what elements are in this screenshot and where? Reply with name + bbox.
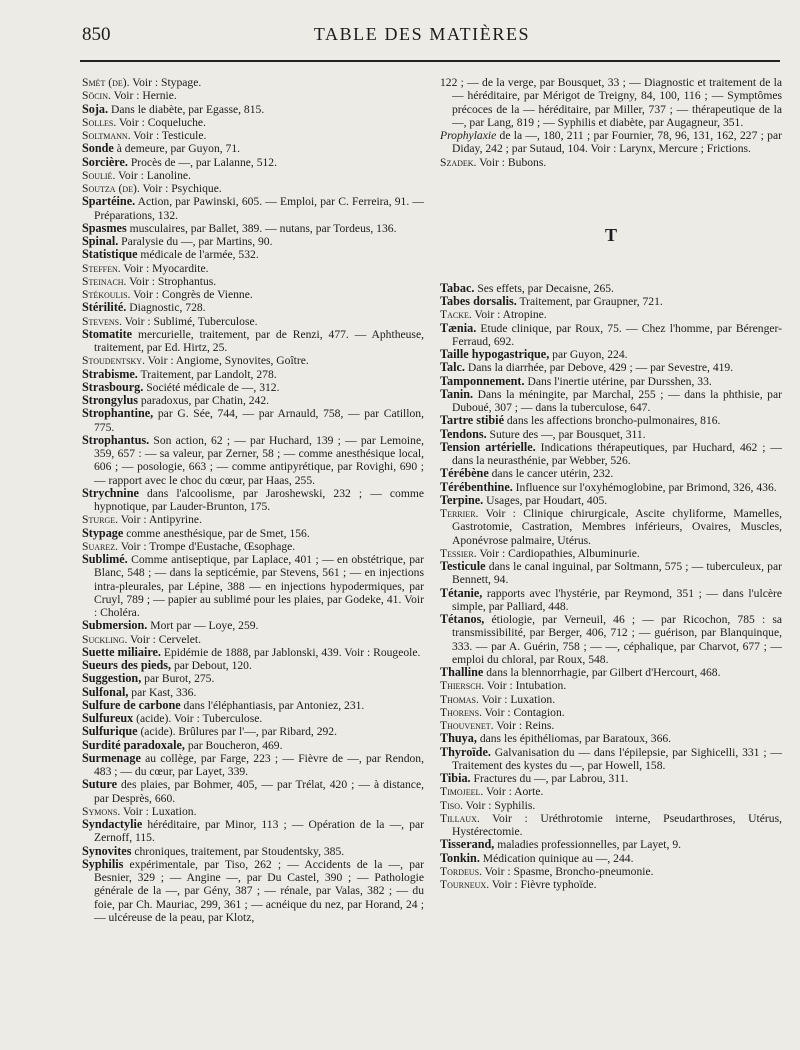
entry-headword: Tabac. (440, 280, 475, 295)
index-entry (440, 560, 782, 587)
entry-text: Voir : Spasme, Broncho-pneumonie. (481, 864, 654, 878)
index-entry (82, 646, 424, 659)
entry-text: Traitement, par Landolt, 278. (137, 367, 277, 381)
entry-headword: Submersion. (82, 618, 148, 633)
index-entry (82, 103, 424, 116)
entry-text: Suture des —, par Bousquet, 311. (486, 427, 646, 441)
entry-text: médicale de l'armée, 532. (137, 248, 259, 262)
entry-headword: Tacke. (440, 308, 472, 322)
index-entry (82, 89, 424, 102)
entry-text: paradoxus, par Chatin, 242. (138, 394, 270, 407)
index-entry (440, 441, 782, 468)
entry-text: Voir : Stypage. (129, 76, 202, 89)
entry-text: Comme antiseptique, par Laplace, 401 ; — en obstétrique, par Blanc, 548 ; — dans la septicémie, par Stevens, 561 ; — en injections intra-pleurales, par Lépine, 388 — en injections hypodermiques, par Cruyl, 789 ; — papier au sublimé pour les plaies, par Godeke, 41. Voir : Choléra. (94, 553, 424, 619)
entry-text: par Burot, 275. (141, 672, 215, 686)
entry-headword: Thiersch. (440, 679, 485, 693)
entry-headword: Spinal. (82, 234, 119, 248)
entry-headword: Söcin. (82, 89, 111, 103)
index-entry (440, 76, 782, 129)
index-entry (82, 778, 424, 805)
index-entry (440, 322, 782, 349)
page-title: TABLE DES MATIÈRES (313, 24, 531, 44)
entry-text: Dans le diabète, par Egasse, 815. (108, 102, 265, 116)
entry-text: Voir : Antipyrine. (118, 513, 202, 527)
index-entry (440, 156, 782, 169)
entry-headword: Strasbourg. (82, 379, 144, 394)
entry-text: Usages, par Houdart, 405. (483, 493, 608, 507)
entry-text: Dans la diarrhée, par Debove, 429 ; — par Sevestre, 419. (464, 361, 734, 375)
entry-headword: Symons. (82, 804, 121, 818)
entry-headword: Sulfonal, (82, 684, 129, 699)
entry-text: dans le canal inguinal, par Soltmann, 575 ; — tuberculeux, par Bennett, 94. (452, 560, 782, 587)
page-number: 850 (82, 24, 111, 45)
entry-headword: Strychnine (82, 485, 139, 500)
entry-text: par Guyon, 224. (549, 348, 628, 361)
entry-text: Voir : Myocardite. (120, 261, 209, 275)
entry-headword: Sublimé. (82, 552, 128, 566)
entry-text: Voir : Coqueluche. (116, 115, 206, 129)
entry-headword: Stevens. (82, 314, 123, 328)
entry-text: mercurielle, traitement, par de Renzi, 477. — Aphtheuse, traitement, par Ed. Hirtz, 25. (94, 327, 424, 354)
entry-text: Epidémie de 1888, par Jablonski, 439. Voir : Rougeole. (160, 645, 421, 659)
entry-headword: Terpine. (440, 492, 484, 507)
index-entry (440, 878, 782, 891)
index-entry (82, 513, 424, 526)
entry-text: Voir : Reins. (493, 719, 555, 732)
index-entry (82, 368, 424, 381)
index-entry (440, 428, 782, 441)
entry-text: Voir : Aorte. (483, 785, 544, 799)
index-entry (440, 129, 782, 156)
entry-text: Etude clinique, par Roux, 75. — Chez l'homme, par Bérenger-Ferraud, 692. (452, 321, 782, 348)
entry-headword: Synovites (82, 843, 132, 858)
entry-headword: Tillaux. (440, 811, 480, 825)
index-entry (82, 301, 424, 314)
entry-text: Voir : Sublimé, Tuberculose. (122, 314, 258, 328)
entry-headword: Sturge. (82, 513, 119, 527)
index-entry (440, 693, 782, 706)
index-entry (440, 348, 782, 361)
entry-headword: Térébenthine. (440, 479, 513, 494)
entry-headword: Sulfurique (82, 724, 138, 739)
entry-text: Voir : Lanoline. (115, 168, 191, 182)
index-entry (82, 222, 424, 235)
entry-text: Action, par Pawinski, 605. — Emploi, par C. Ferreira, 91. — Préparations, 132. (94, 195, 424, 222)
entry-headword: Tension artérielle. (440, 439, 536, 454)
index-entry (440, 507, 782, 547)
entry-text: Indications thérapeutiques, par Huchard, 462 ; — dans la neurasthénie, par Webber, 526. (452, 440, 782, 467)
entry-text: par Kast, 336. (128, 685, 197, 699)
entry-text: dans les affections broncho-pulmonaires, 816. (503, 414, 721, 428)
entry-text: Voir : Fièvre typhoïde. (489, 878, 597, 891)
entry-headword: Suture (82, 777, 117, 792)
entry-headword: Soutza (de). (82, 182, 140, 195)
entry-text: à demeure, par Guyon, 71. (113, 142, 241, 156)
index-entry (82, 487, 424, 514)
entry-text: Son action, 62 ; — par Huchard, 139 ; — par Lemoine, 359, 657 : — sa valeur, par Zerner, 58 ; — comme anesthésique local, 606 ; — posologie, 663 ; — comme antipyrétique, par Rovighi, 690 ; — rapport avec le choc du cœur, par Haas, 255. (94, 433, 424, 487)
index-entry (82, 672, 424, 685)
entry-headword: Thalline (440, 665, 484, 679)
entry-headword: Tibia. (440, 771, 471, 785)
index-entry (440, 732, 782, 745)
entry-headword: Tessier. (440, 546, 477, 560)
entry-text: Voir : Clinique chirurgicale, Ascite chyliforme, Mamelles, Gastrotomie, Castration, Membres inférieurs, Ovaires, Muscles, Aponévrose palmaire, Utérus. (452, 507, 782, 547)
entry-text: Société médicale de —, 312. (143, 380, 280, 394)
entry-headword: Szadek. (440, 155, 477, 169)
entry-text: par G. Sée, 744, — par Arnauld, 758, — par Catillon, 775. (94, 407, 424, 434)
index-entry (440, 388, 782, 415)
index-entry (82, 845, 424, 858)
right-column-entries (440, 282, 782, 892)
entry-headword: Sorcière. (82, 154, 128, 169)
entry-text: dans les épithéliomas, par Baratoux, 366. (476, 732, 672, 746)
entry-headword: Suckling. (82, 632, 128, 646)
entry-text: Voir : Cardiopathies, Albuminurie. (476, 546, 640, 560)
entry-headword: Tendons. (440, 426, 487, 441)
index-entry (440, 799, 782, 812)
index-entry (440, 812, 782, 839)
index-entry (440, 547, 782, 560)
entry-headword: Steinach. (82, 274, 127, 288)
entry-headword: Stoudentsky. (82, 354, 145, 368)
entry-text: expérimentale, par Tiso, 262 ; — Accidents de la —, par Besnier, 329 ; — Angine —, par Du Castel, 390 ; — Pathologie générale de la —, par Gény, 387 ; — rénale, par Valas, 382 ; — du foie, par Ch. Mauriac, 299, 361 ; — acnéique du nez, par Horand, 24 ; — ulcéreuse de la peau, par Klotz, (94, 857, 424, 924)
entry-headword: Soulié. (82, 168, 116, 182)
index-entry (440, 838, 782, 851)
entry-text: Voir : Trompe d'Eustache, Œsophage. (118, 539, 296, 553)
entry-text: Voir : Cervelet. (127, 632, 201, 646)
index-entry (82, 540, 424, 553)
entry-headword: Smét (de). (82, 76, 130, 89)
index-entry (440, 587, 782, 614)
entry-text: héréditaire, par Minor, 113 ; — Opération de la —, par Zernoff, 115. (94, 818, 424, 845)
header-rule (80, 60, 780, 62)
index-entry (82, 195, 424, 222)
index-entry (82, 394, 424, 407)
index-entry (440, 282, 782, 295)
index-entry (82, 381, 424, 394)
entry-text: rapports avec l'hystérie, par Reymond, 351 ; — dans l'ulcère simple, par Palliard, 448. (452, 586, 782, 613)
entry-headword: Thomas. (440, 692, 479, 706)
entry-text: Voir : Uréthrotomie interne, Pseudarthroses, Utérus, Hystérectomie. (452, 811, 782, 838)
entry-headword: Stypage (82, 525, 124, 540)
right-column-continuation (440, 76, 782, 169)
index-entry (440, 719, 782, 732)
entry-headword: Tourneux. (440, 878, 490, 891)
entry-text: Voir : Strophantus. (126, 274, 217, 288)
entry-headword: Sulfure de carbone (82, 697, 181, 712)
index-entry (440, 852, 782, 865)
index-entry (82, 156, 424, 169)
entry-headword: Tænia. (440, 320, 477, 335)
entry-headword: Taille hypogastrique, (440, 347, 550, 361)
index-entry (82, 805, 424, 818)
entry-headword: Statistique (82, 247, 138, 262)
entry-headword: Tanin. (440, 386, 474, 401)
entry-text: Voir : Intubation. (484, 679, 567, 693)
index-entry (440, 785, 782, 798)
index-entry (82, 739, 424, 752)
entry-headword: Suette miliaire. (82, 644, 161, 659)
entry-headword: Tétanie, (440, 585, 483, 600)
index-entry (440, 467, 782, 480)
entry-text: Galvanisation du — dans l'épilepsie, par Sighicelli, 331 ; — Traitement des kystes du —, par Howell, 158. (452, 745, 782, 772)
entry-headword: Thorens. (440, 705, 482, 719)
index-entry (440, 666, 782, 679)
entry-headword: Stomatite (82, 326, 133, 341)
entry-headword: Tisserand, (440, 837, 495, 852)
entry-text: dans le cancer utérin, 232. (488, 467, 614, 481)
entry-headword: Solles. (82, 115, 117, 129)
entry-text: au collège, par Farge, 223 ; — Fièvre de —, par Rendon, 483 ; — du cœur, par Layet, 339. (94, 751, 424, 778)
index-entry (440, 865, 782, 878)
index-entry (82, 235, 424, 248)
index-entry (82, 116, 424, 129)
entry-headword: Sonde (82, 141, 114, 156)
entry-text: Procès de —, par Lalanne, 512. (127, 155, 277, 169)
entry-headword: Surmenage (82, 750, 141, 765)
page-header (82, 24, 762, 50)
entry-text: Fractures du —, par Labrou, 311. (470, 772, 629, 785)
index-entry (82, 315, 424, 328)
index-entry (440, 613, 782, 666)
entry-text: dans l'éléphantiasis, par Antoniez, 231. (180, 698, 365, 712)
entry-text: étiologie, par Verneuil, 46 ; — par Ricochon, 785 : sa transmissibilité, par Berger, 406, 712 ; — guérison, par Blanquinque, 333. — par A. Guérin, 758 ; — —, céphalique, par Charvot, 677 ; — emploi du chloral, par Roux, 548. (452, 613, 782, 666)
index-entry (82, 527, 424, 540)
entry-text: Voir : Angiome, Synovites, Goître. (144, 354, 309, 368)
entry-headword: Thyroïde. (440, 744, 491, 759)
entry-text: Influence sur l'oxyhémoglobine, par Brimond, 326, 436. (512, 480, 777, 494)
entry-text: Voir : Syphilis. (462, 798, 536, 812)
entry-headword: Tétanos, (440, 612, 485, 626)
entry-headword: Soltmann. (82, 129, 131, 142)
entry-text: Voir : Hernie. (110, 89, 177, 103)
entry-text: Ses effets, par Decaisne, 265. (474, 281, 614, 295)
entry-headword: Sulfureux (82, 711, 134, 725)
entry-text: Voir : Luxation. (120, 804, 197, 818)
entry-headword: Surdité paradoxale, (82, 737, 185, 752)
index-entry (82, 712, 424, 725)
entry-text: musculaires, par Ballet, 389. — nutans, par Tordeus, 136. (126, 221, 397, 235)
entry-headword: Strophantus. (82, 432, 150, 447)
index-entry (440, 706, 782, 719)
left-column (82, 76, 424, 924)
index-entry (82, 407, 424, 434)
index-entry (440, 414, 782, 427)
index-entry (82, 699, 424, 712)
entry-text: dans l'alcoolisme, par Jaroshewski, 232 ; — comme hypnotique, par Lauder-Brunton, 175. (94, 486, 424, 513)
entry-text: Paralysie du —, par Martins, 90. (118, 235, 273, 248)
entry-text: Voir : Atropine. (471, 308, 547, 322)
index-entry (82, 76, 424, 89)
entry-headword: Soja. (82, 101, 109, 116)
entry-headword: Spasmes (82, 220, 127, 235)
entry-headword: Tonkin. (440, 850, 480, 865)
index-entry (82, 248, 424, 261)
index-entry (440, 746, 782, 773)
entry-headword: Thouvenet. (440, 719, 494, 732)
index-entry (82, 553, 424, 619)
index-entry (82, 275, 424, 288)
entry-headword: Talc. (440, 360, 465, 375)
entry-headword: Sueurs des pieds, (82, 658, 172, 672)
entry-text: Diagnostic, 728. (126, 301, 206, 315)
entry-headword: Testicule (440, 559, 486, 573)
index-entry (440, 772, 782, 785)
entry-text: de la —, 180, 211 ; par Fournier, 78, 96, 131, 162, 227 ; par Diday, 242 ; par Sutaud, 104. Voir : Larynx, Mercure ; Frictions. (452, 129, 782, 156)
entry-text: Dans l'inertie utérine, par Dursshen, 33. (524, 374, 712, 388)
entry-text: par Debout, 120. (171, 659, 252, 672)
entry-headword: Strabisme. (82, 366, 138, 381)
index-entry (440, 494, 782, 507)
entry-headword: Syndactylie (82, 817, 143, 831)
index-entry (440, 361, 782, 374)
index-entry (82, 633, 424, 646)
entry-text: Voir : Contagion. (481, 705, 565, 719)
entry-text: Voir : Luxation. (478, 692, 556, 706)
entry-headword: Strongylus (82, 393, 138, 407)
index-entry (82, 169, 424, 182)
entry-headword: Thuya, (440, 731, 477, 746)
index-entry (82, 182, 424, 195)
entry-text: chroniques, traitement, par Stoudentsky, 385. (131, 844, 345, 858)
index-entry (82, 659, 424, 672)
index-entry (440, 481, 782, 494)
entry-headword: Syphilis (82, 856, 124, 871)
entry-headword: Tabes dorsalis. (440, 294, 517, 308)
entry-headword: Timojeel. (440, 785, 484, 799)
index-entry (82, 818, 424, 845)
entry-headword: Tamponnement. (440, 373, 525, 388)
index-entry (440, 295, 782, 308)
index-entry (82, 725, 424, 738)
entry-text: comme anesthésique, par de Smet, 156. (123, 526, 310, 540)
entry-text: des plaies, par Bohmer, 405, — par Trélat, 420 ; — à distance, par Desprès, 660. (94, 778, 424, 805)
entry-text: Voir : Bubons. (476, 155, 547, 169)
entry-text: Médication quinique au —, 244. (479, 851, 634, 865)
entry-text: Traitement, par Graupner, 721. (516, 295, 663, 308)
index-entry (82, 752, 424, 779)
entry-headword: Tiso. (440, 798, 463, 812)
index-entry (82, 129, 424, 142)
entry-text: par Boucheron, 469. (184, 738, 283, 752)
entry-text: Dans la méningite, par Marchal, 255 ; — dans la phthisie, par Duboué, 307 ; — dans la tuberculose, 647. (452, 387, 782, 414)
index-entry (82, 619, 424, 632)
section-letter: T (604, 224, 617, 245)
index-entry (82, 328, 424, 355)
entry-text: 122 ; — de la verge, par Bousquet, 33 ; — Diagnostic et traitement de la — héréditaire, par Mérigot de Treigny, 84, 100, 116 ; — Symptômes précoces de la — héréditaire, par Miller, 737 ; — thérapeutique de la —, par Lang, 819 ; — Syphilis et diabète, par Augagneur, 351. (440, 76, 782, 129)
index-entry (82, 142, 424, 155)
entry-headword: Spartéine. (82, 194, 136, 209)
index-entry (82, 354, 424, 367)
index-entry (82, 262, 424, 275)
entry-headword: Térébène (440, 466, 489, 481)
entry-text: (acide). Voir : Tuberculose. (133, 712, 263, 725)
entry-text: Mort par — Loye, 259. (147, 619, 259, 633)
entry-text: maladies professionnelles, par Layet, 9. (494, 838, 682, 852)
entry-headword: Tartre stibié (440, 413, 504, 428)
entry-text: dans la blennorrhagie, par Gilbert d'Hercourt, 468. (483, 666, 721, 679)
entry-headword: Suarez. (82, 539, 119, 553)
entry-headword: Steffen. (82, 261, 121, 275)
entry-headword: Tordeus. (440, 864, 482, 878)
index-entry (82, 434, 424, 487)
index-entry (82, 858, 424, 924)
index-entry (440, 679, 782, 692)
index-entry (82, 288, 424, 301)
entry-headword: Stékoulis. (82, 288, 131, 301)
entry-text: Voir : Testicule. (130, 129, 207, 142)
entry-text: Voir : Psychique. (139, 182, 222, 195)
index-entry (440, 375, 782, 388)
entry-text: (acide). Brûlures par l'—, par Ribard, 292. (137, 725, 337, 739)
entry-headword: Suggestion, (82, 671, 142, 686)
entry-headword: Stérilité. (82, 300, 127, 315)
index-entry (440, 308, 782, 321)
entry-headword: Terrier. (440, 507, 479, 520)
entry-text: Voir : Congrès de Vienne. (130, 288, 253, 301)
right-column (440, 76, 782, 891)
entry-headword: Strophantine, (82, 406, 154, 421)
entry-headword: Prophylaxie (440, 129, 497, 142)
index-entry (82, 686, 424, 699)
